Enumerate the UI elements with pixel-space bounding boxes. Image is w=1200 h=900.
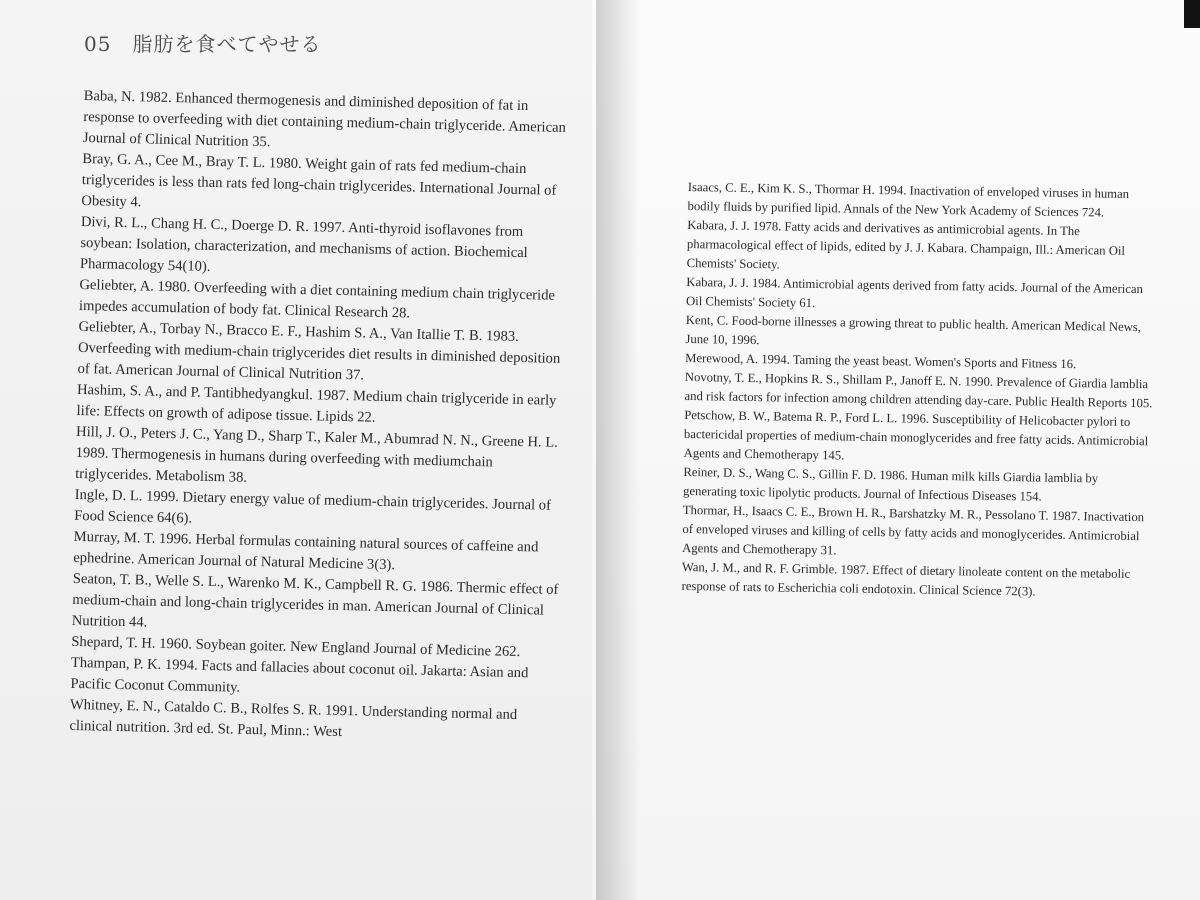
reference-entry: Reiner, D. S., Wang C. S., Gillin F. D. 1986. Human milk kills Giardia lamblia by generating toxic lipolytic products. Journal of Infectious Diseases 154. [682,464,1099,504]
reference-entry: Geliebter, A. 1980. Overfeeding with a diet containing medium chain triglyceride impedes accumulation of body fat. Clinical Research 28. [78,276,556,322]
reference-entry: Baba, N. 1982. Enhanced thermogenesis and diminished deposition of fat in response to overfeeding with diet containing medium-chain triglyceride. American Journal of Clinical Nutrition 35. [82,87,567,151]
reference-entry: Thormar, H., Isaacs C. E., Brown H. R., Barshatzky M. R., Pessolano T. 1987. Inactivation of enveloped viruses and killing of cells by fatty acids and monoglycerides. Antimicrobial Agents and Chemotherapy 31. [682,502,1145,558]
reference-entry: Whitney, E. N., Cataldo C. B., Rolfes S. R. 1991. Understanding normal and clinical nutrition. 3rd ed. St. Paul, Minn.: West [69,696,518,741]
left-reference-list [69,86,576,748]
reference-entry: Wan, J. M., and R. F. Grimble. 1987. Effect of dietary linoleate content on the metabolic response of rats to Escherichia coli endotoxin. Clinical Science 72(3). [681,559,1131,599]
background-shadow [1184,0,1200,28]
reference-entry: Hill, J. O., Peters J. C., Yang D., Sharp T., Kaler M., Abumrad N. N., Greene H. L. 1989. Thermogenesis in humans during overfeeding with mediumchain triglycerides. Metabolism 38. [75,423,559,486]
reference-entry: Shepard, T. H. 1960. Soybean goiter. New England Journal of Medicine 262. [71,633,521,661]
reference-entry: Merewood, A. 1994. Taming the yeast beast. Women's Sports and Fitness 16. [685,350,1077,372]
reference-entry: Seaton, T. B., Welle S. L., Warenko M. K., Campbell R. G. 1986. Thermic effect of medium-chain and long-chain triglycerides in man. American Journal of Clinical Nutrition 44. [71,570,559,631]
reference-entry: Thampan, P. K. 1994. Facts and fallacies about coconut oil. Jakarta: Asian and Pacific Coconut Community. [70,654,529,696]
reference-entry: Kabara, J. J. 1984. Antimicrobial agents derived from fatty acids. Journal of the American Oil Chemists' Society 61. [685,274,1144,311]
chapter-header: 05 脂肪を食べてやせる [84,32,322,56]
reference-entry: Murray, M. T. 1996. Herbal formulas containing natural sources of caffeine and ephedrine. American Journal of Natural Medicine 3(3). [73,528,539,574]
reference-entry: Petschow, B. W., Batema R. P., Ford L. L. 1996. Susceptibility of Helicobacter pylori to bactericidal properties of medium-chain monoglycerides and free fatty acids. Antimicrobial Agents and Chemotherapy 145. [683,407,1149,463]
reference-entry: Ingle, D. L. 1999. Dietary energy value of medium-chain triglycerides. Journal of Food Science 64(6). [74,486,552,527]
reference-entry: Geliebter, A., Torbay N., Bracco E. F., Hashim S. A., Van Itallie T. B. 1983. Overfeeding with medium-chain triglycerides diet results in diminished deposition of fat. American Journal of Clinical Nutrition 37. [77,318,561,384]
reference-entry: Bray, G. A., Cee M., Bray T. L. 1980. Weight gain of rats fed medium-chain triglycerides is less than rats fed long-chain triglycerides. International Journal of Obesity 4. [81,150,557,211]
reference-entry: Kent, C. Food-borne illnesses a growing threat to public health. American Medical News, June 10, 1996. [685,312,1142,348]
reference-entry: Kabara, J. J. 1978. Fatty acids and derivatives as antimicrobial agents. In The pharmacological effect of lipids, edited by J. J. Kabara. Champaign, Ill.: American Oil Chemists' Society. [686,217,1126,272]
reference-entry: Isaacs, C. E., Kim K. S., Thormar H. 1994. Inactivation of enveloped viruses in human bodily fluids by purified lipid. Annals of the New York Academy of Sciences 724. [687,179,1130,220]
reference-entry: Divi, R. L., Chang H. C., Doerge D. R. 1997. Anti-thyroid isoflavones from soybean: Isolation, characterization, and mechanisms of action. Biochemical Pharmacology 54(10). [79,213,528,275]
reference-entry: Novotny, T. E., Hopkins R. S., Shillam P., Janoff E. N. 1990. Prevalence of Giardia lamblia and risk factors for infection among children attending day-care. Public Health Reports 105. [684,369,1153,411]
right-reference-list [681,178,1158,603]
reference-entry: Hashim, S. A., and P. Tantibhedyangkul. 1987. Medium chain triglyceride in early life: Effects on growth of adipose tissue. Lipids 22. [76,381,557,426]
